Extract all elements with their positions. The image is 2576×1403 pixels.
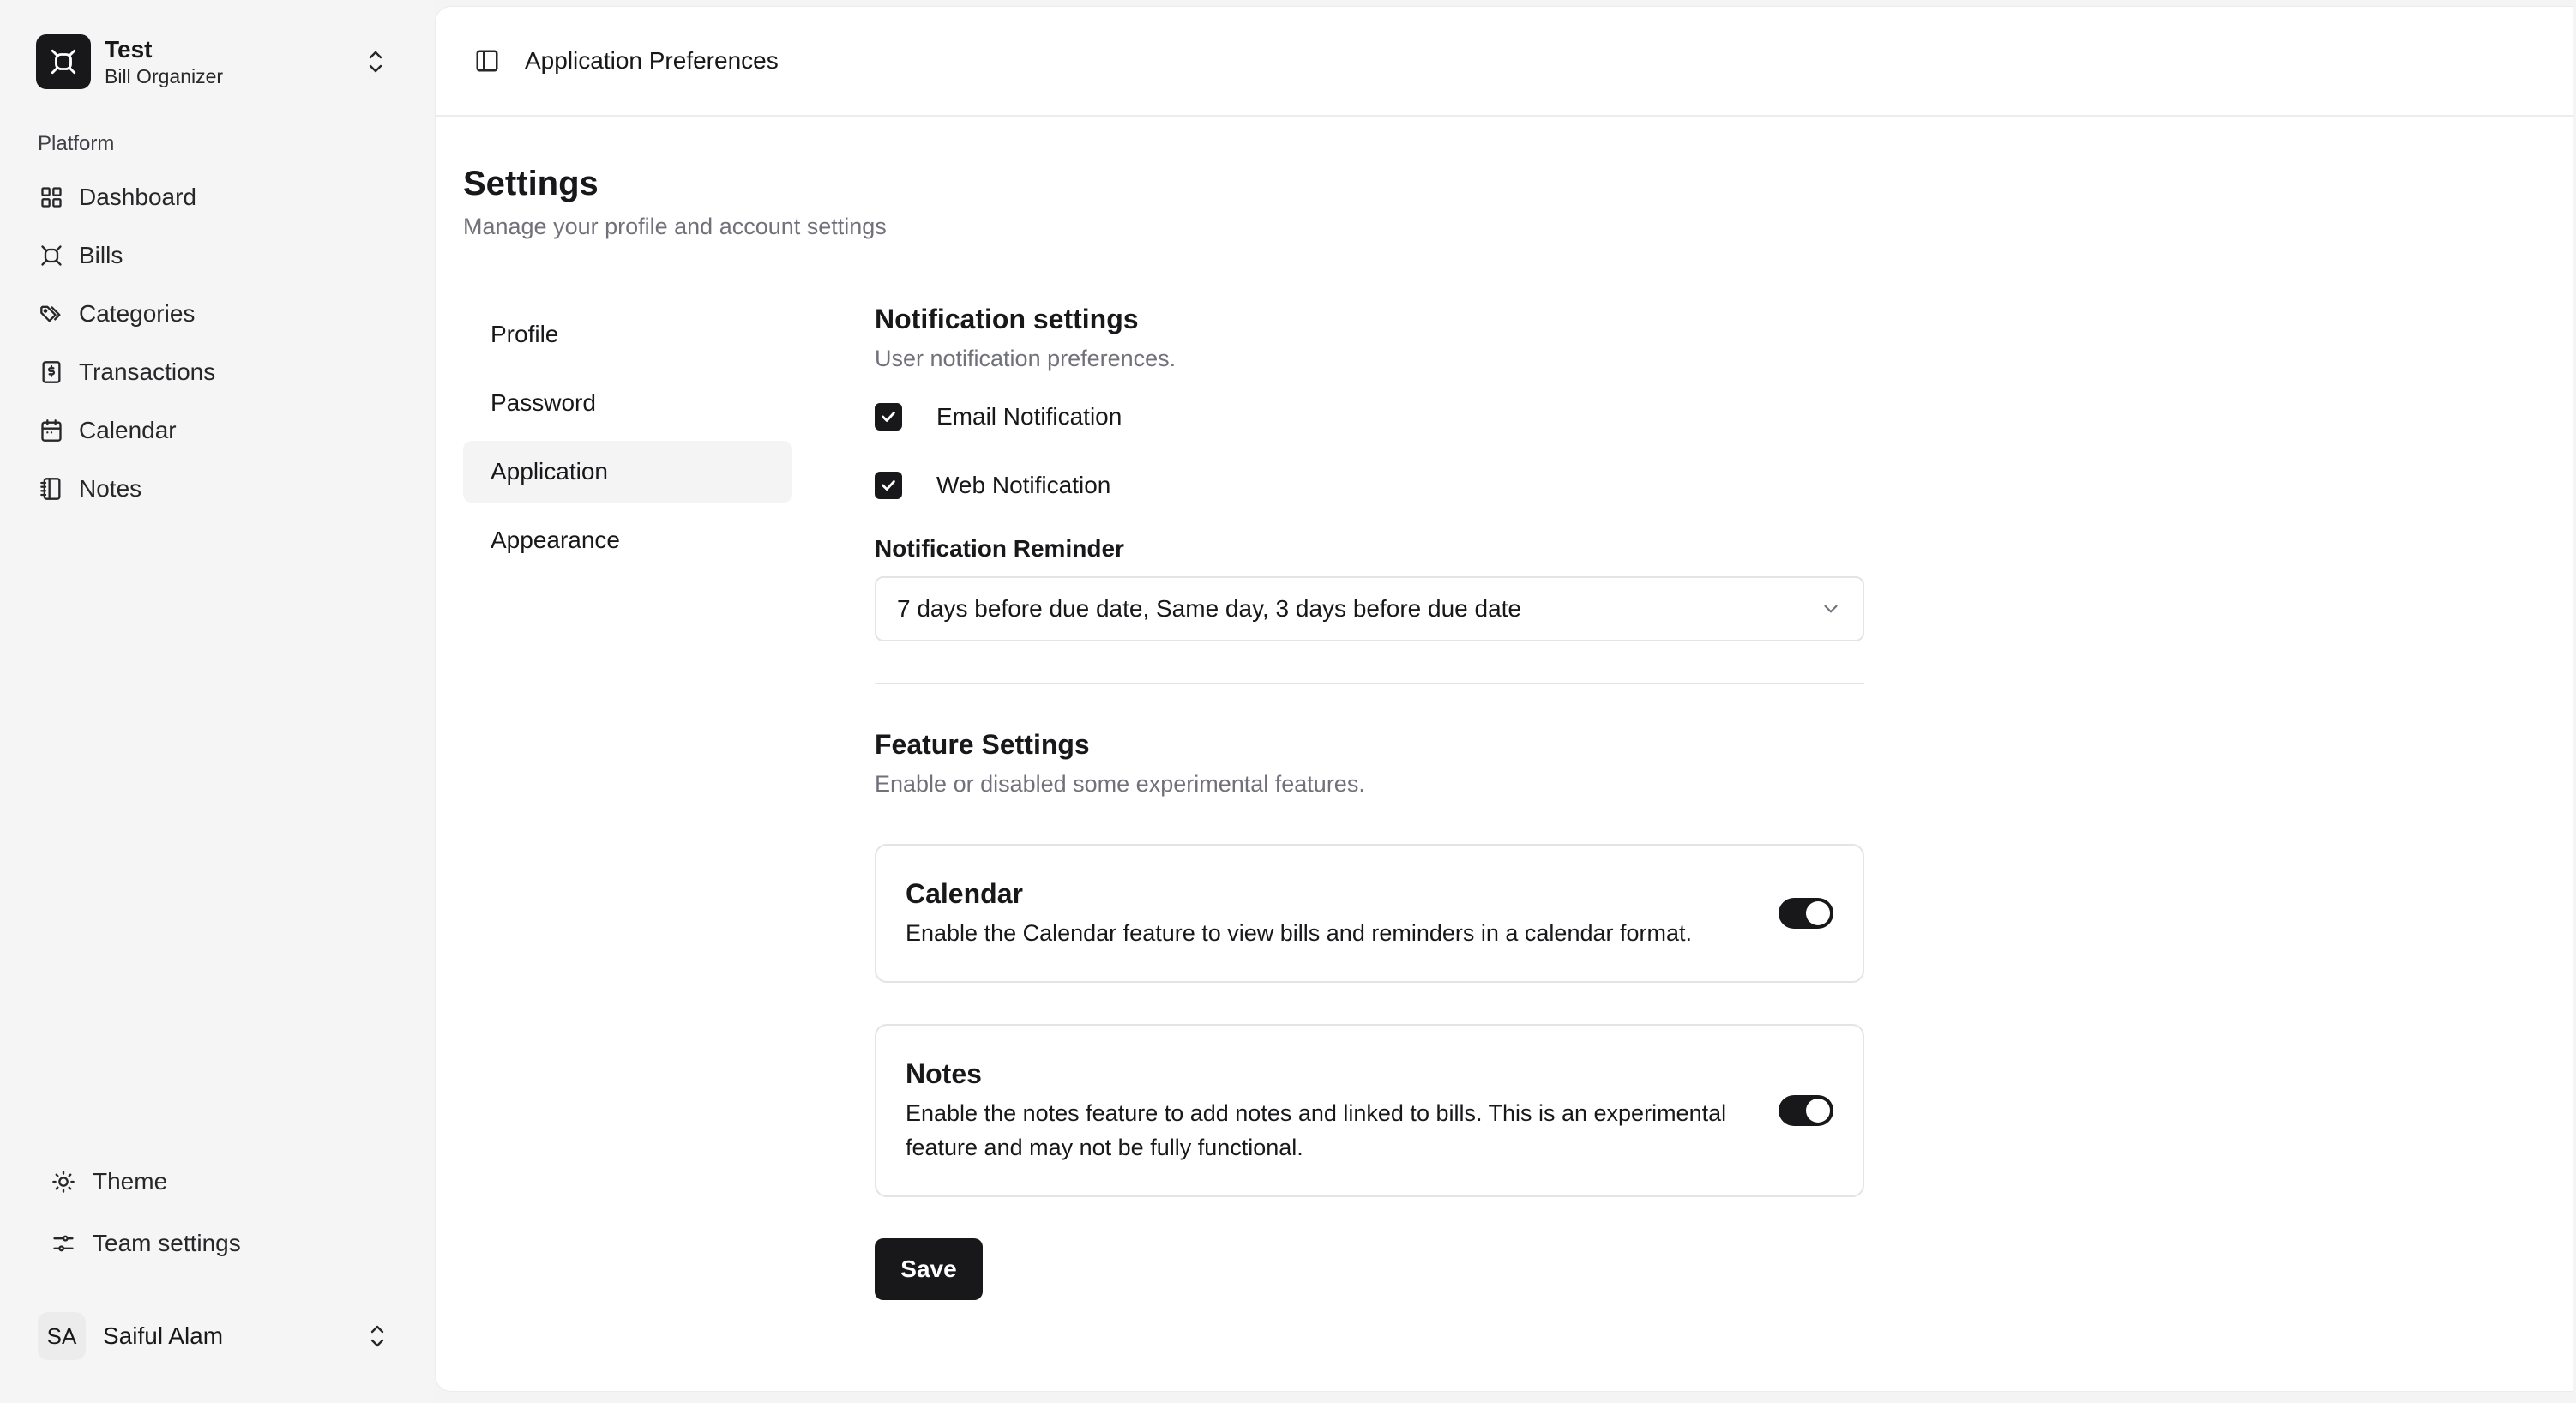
card-text xyxy=(906,1057,1779,1165)
notification-reminder-label: Notification Reminder xyxy=(875,535,1124,562)
notebook-icon xyxy=(38,475,65,503)
sidebar-item-label: Calendar xyxy=(79,417,177,443)
notes-feature-description: Enable the notes feature to add notes and linked to bills. This is an experimental feature and may not be fully functional. xyxy=(906,1100,1727,1160)
sidebar-item-label: Categories xyxy=(79,300,196,327)
sidebar-item-theme[interactable] xyxy=(38,1151,398,1213)
email-notification-checkbox[interactable] xyxy=(875,403,902,431)
sidebar-item-label: Team settings xyxy=(93,1230,241,1256)
sidebar-item-bills[interactable] xyxy=(24,226,410,285)
sidebar-item-label: Theme xyxy=(93,1168,168,1195)
tab-password[interactable]: Password xyxy=(491,389,596,416)
sidebar-item-label: Dashboard xyxy=(79,184,196,210)
toggle-knob xyxy=(1806,901,1830,925)
bug-icon xyxy=(38,242,65,269)
web-notification-checkbox[interactable] xyxy=(875,472,902,499)
notes-feature-card xyxy=(875,1024,1864,1197)
grid-icon xyxy=(38,184,65,211)
team-switcher[interactable] xyxy=(21,21,403,103)
sidebar-item-calendar[interactable] xyxy=(24,401,410,460)
avatar: SA xyxy=(38,1312,86,1360)
sidebar-nav xyxy=(24,168,410,518)
breadcrumb: Application Preferences xyxy=(525,47,779,74)
feature-settings xyxy=(875,727,1864,1197)
page-subtitle: Manage your profile and account settings xyxy=(463,214,887,239)
web-notification-label: Web Notification xyxy=(936,472,1111,498)
notes-feature-toggle[interactable] xyxy=(1779,1095,1833,1126)
calendar-feature-description: Enable the Calendar feature to view bills and reminders in a calendar format. xyxy=(906,920,1692,946)
team-name: Test xyxy=(105,36,153,63)
tab-application[interactable]: Application xyxy=(463,441,792,503)
sidebar-item-categories[interactable] xyxy=(24,285,410,343)
sidebar-item-transactions[interactable] xyxy=(24,343,410,401)
chevrons-up-down-icon xyxy=(365,1319,389,1353)
check-icon xyxy=(879,476,898,495)
team-logo xyxy=(36,34,91,89)
tags-icon xyxy=(38,300,65,328)
team-subtitle: Bill Organizer xyxy=(105,65,224,87)
toggle-knob xyxy=(1806,1099,1830,1123)
sidebar-item-label: Notes xyxy=(79,475,142,502)
sidebar-item-label: Transactions xyxy=(79,358,216,385)
notification-settings-subtitle: User notification preferences. xyxy=(875,346,1177,371)
sliders-icon xyxy=(50,1230,77,1257)
chevron-down-icon xyxy=(1820,598,1842,620)
user-switcher[interactable] xyxy=(21,1309,403,1364)
panel-left-icon xyxy=(474,48,500,74)
feature-settings-subtitle: Enable or disabled some experimental features. xyxy=(875,771,1365,797)
notification-reminder-select[interactable] xyxy=(875,576,1864,641)
tab-appearance[interactable]: Appearance xyxy=(491,527,621,553)
page-title: Settings xyxy=(463,165,599,202)
topbar xyxy=(436,7,2573,117)
notification-reminder-value: 7 days before due date, Same day, 3 days before due date xyxy=(897,595,1521,622)
sidebar-item-notes[interactable] xyxy=(24,460,410,518)
sidebar xyxy=(0,0,434,1403)
user-name: Saiful Alam xyxy=(103,1322,224,1349)
calendar-feature-card xyxy=(875,844,1864,983)
settings-content xyxy=(875,302,1864,1300)
sidebar-section-label: Platform xyxy=(38,132,115,155)
email-notification-label: Email Notification xyxy=(936,403,1122,430)
main-panel xyxy=(436,7,2573,1391)
sidebar-item-dashboard[interactable] xyxy=(24,168,410,226)
calendar-feature-toggle[interactable] xyxy=(1779,898,1833,929)
chevrons-up-down-icon xyxy=(364,45,388,79)
check-icon xyxy=(879,407,898,426)
sidebar-toggle-button[interactable] xyxy=(466,40,508,81)
feature-settings-title: Feature Settings xyxy=(875,729,1090,760)
section-divider xyxy=(875,683,1864,684)
team-text xyxy=(105,35,364,88)
notification-settings-title: Notification settings xyxy=(875,304,1139,334)
web-notification-row[interactable] xyxy=(875,468,1864,503)
sidebar-bottom-nav xyxy=(38,1151,398,1274)
settings-tabs xyxy=(463,304,792,578)
sidebar-item-label: Bills xyxy=(79,242,123,268)
sidebar-item-team-settings[interactable] xyxy=(38,1213,398,1274)
notes-feature-title: Notes xyxy=(906,1058,982,1089)
email-notification-row[interactable] xyxy=(875,400,1864,434)
save-button[interactable]: Save xyxy=(875,1238,983,1300)
receipt-icon xyxy=(38,358,65,386)
calendar-icon xyxy=(38,417,65,444)
calendar-feature-title: Calendar xyxy=(906,878,1023,909)
tab-profile[interactable]: Profile xyxy=(491,321,559,347)
bug-icon xyxy=(49,47,78,76)
sun-icon xyxy=(50,1168,77,1195)
card-text xyxy=(906,876,1779,950)
